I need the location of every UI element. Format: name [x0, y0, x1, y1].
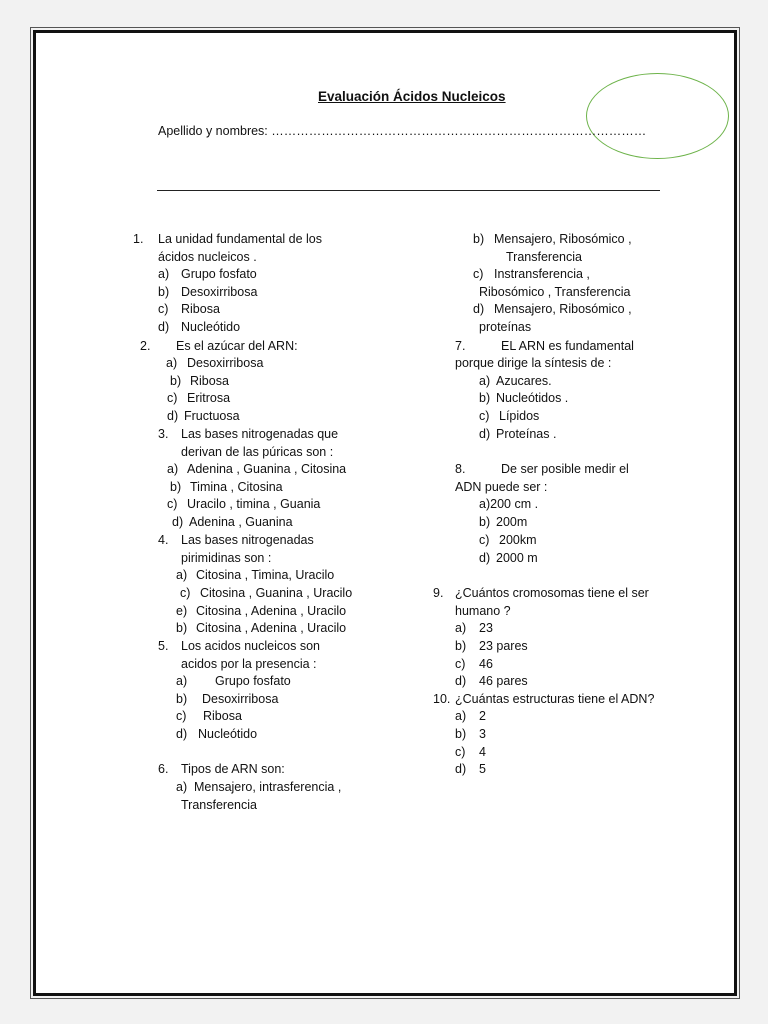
question-text-line: a)	[176, 568, 188, 582]
question-text-line: Tipos de ARN son:	[181, 762, 285, 776]
question-text-line: 9.	[433, 586, 444, 600]
question-text-line: d)	[176, 727, 188, 741]
question-text-line: Mensajero, Ribosómico ,	[494, 302, 632, 316]
question-text-line: a)	[166, 356, 178, 370]
question-text-line: a)	[455, 621, 467, 635]
page-title: Evaluación Ácidos Nucleicos	[318, 89, 506, 104]
question-text-line: Ribosa	[190, 374, 229, 388]
question-text-line: c)	[455, 657, 466, 671]
question-text-line: Transferencia	[506, 250, 582, 264]
question-text-line: b)	[158, 285, 170, 299]
question-text-line: a)	[158, 267, 170, 281]
question-text-line: Ribosa	[203, 709, 242, 723]
question-text-line: c)	[176, 709, 187, 723]
exam-page	[33, 30, 737, 996]
question-text-line: b)	[455, 639, 467, 653]
question-text-line: De ser posible medir el	[501, 462, 629, 476]
question-text-line: 46	[479, 657, 493, 671]
question-text-line: Citosina , Guanina , Uracilo	[200, 586, 353, 600]
question-text-line: a)	[176, 780, 188, 794]
question-text-line: a)	[167, 462, 179, 476]
question-text-line: La unidad fundamental de los	[158, 232, 323, 246]
question-text-line: 23 pares	[479, 639, 528, 653]
question-text-line: d)	[455, 762, 467, 776]
question-text-line: Mensajero, intrasferencia ,	[194, 780, 342, 794]
question-text-line: EL ARN es fundamental	[501, 339, 634, 353]
question-text-line: d)	[158, 320, 170, 334]
question-text-line: Mensajero, Ribosómico ,	[494, 232, 632, 246]
question-text-line: Uracilo , timina , Guania	[187, 497, 321, 511]
question-text-line: b)	[455, 727, 467, 741]
question-text-line: c)	[455, 745, 466, 759]
question-text-line: Es el azúcar del ARN:	[176, 339, 298, 353]
question-text-line: Nucleótido	[181, 320, 241, 334]
question-text-line: Citosina , Timina, Uracilo	[196, 568, 335, 582]
question-text-line: Grupo fosfato	[215, 674, 291, 688]
question-text-line: ¿Cuántas estructuras tiene el ADN?	[455, 692, 655, 706]
question-text-line: e)	[176, 604, 188, 618]
question-text-line: 46 pares	[479, 674, 528, 688]
question-text-line: Desoxirribosa	[202, 692, 279, 706]
question-text-line: a)	[455, 709, 467, 723]
question-text-line: 200m	[496, 515, 528, 529]
question-text-line: Proteínas .	[496, 427, 557, 441]
question-text-line: humano ?	[455, 604, 511, 618]
question-text-line: 4.	[158, 533, 169, 547]
question-text-line: Ribosómico , Transferencia	[479, 285, 631, 299]
question-text-line: Las bases nitrogenadas	[181, 533, 314, 547]
question-text-line: Ribosa	[181, 302, 220, 316]
question-text-line: c)	[479, 533, 490, 547]
question-text-line: a)	[479, 374, 491, 388]
question-text-line: ¿Cuántos cromosomas tiene el ser	[455, 586, 649, 600]
question-text-line: b)	[176, 692, 188, 706]
question-text-line: 1.	[133, 232, 144, 246]
question-text-line: Adenina , Guanina	[189, 515, 293, 529]
question-text-line: c)	[158, 302, 169, 316]
question-text-line: acidos por la presencia :	[181, 657, 317, 671]
divider-line	[157, 190, 660, 191]
question-text-line: Transferencia	[181, 798, 257, 812]
question-text-line: Instransferencia ,	[494, 267, 590, 281]
name-field-label: Apellido y nombres: ………………………………………………………………………………	[158, 124, 647, 138]
question-text-line: Nucleótidos .	[496, 391, 569, 405]
question-text-line: c)	[479, 409, 490, 423]
question-text-line: b)	[473, 232, 485, 246]
question-text-line: c)	[180, 586, 191, 600]
question-text-line: 3.	[158, 427, 169, 441]
question-text-line: d)	[479, 427, 491, 441]
question-text-line: c)	[167, 391, 178, 405]
question-text-line: derivan de las púricas son :	[181, 445, 334, 459]
question-text-line: proteínas	[479, 320, 532, 334]
question-text-line: Fructuosa	[184, 409, 240, 423]
question-text-line: porque dirige la síntesis de :	[455, 356, 612, 370]
question-text-line: 200km	[499, 533, 537, 547]
question-text-line: ácidos nucleicos .	[158, 250, 257, 264]
question-text-line: Timina , Citosina	[190, 480, 283, 494]
question-text-line: Citosina , Adenina , Uracilo	[196, 604, 347, 618]
grade-circle	[586, 73, 729, 159]
question-text-line: 10.	[433, 692, 451, 706]
question-text-line: 2000 m	[496, 551, 538, 565]
question-text-line: 4	[479, 745, 486, 759]
question-text-line: 3	[479, 727, 486, 741]
question-text-line: b)	[479, 391, 491, 405]
question-text-line: 6.	[158, 762, 169, 776]
question-text-line: d)	[167, 409, 179, 423]
question-text-line: Eritrosa	[187, 391, 231, 405]
question-text-line: Lípidos	[499, 409, 540, 423]
question-text-line: b)	[170, 374, 182, 388]
question-text-line: Citosina , Adenina , Uracilo	[196, 621, 347, 635]
question-text-line: b)	[170, 480, 182, 494]
question-text-line: d)	[473, 302, 485, 316]
question-text-line: b)	[176, 621, 188, 635]
question-text-line: Desoxirribosa	[187, 356, 264, 370]
question-text-line: c)	[473, 267, 484, 281]
question-text-line: d)	[455, 674, 467, 688]
question-text-line: 2	[479, 709, 486, 723]
question-text-line: d)	[172, 515, 184, 529]
question-text-line: a)200 cm .	[479, 497, 539, 511]
question-text-line: 7.	[455, 339, 466, 353]
question-text-line: 5	[479, 762, 486, 776]
question-text-line: Las bases nitrogenadas que	[181, 427, 339, 441]
question-text-line: Desoxirribosa	[181, 285, 258, 299]
question-text-line: a)	[176, 674, 188, 688]
question-text-line: 23	[479, 621, 493, 635]
question-text-line: d)	[479, 551, 491, 565]
question-text-line: 8.	[455, 462, 466, 476]
question-text-line: Grupo fosfato	[181, 267, 257, 281]
question-text-line: b)	[479, 515, 491, 529]
question-text-line: Los acidos nucleicos son	[181, 639, 320, 653]
question-text-line: Nucleótido	[198, 727, 258, 741]
question-text-line: Adenina , Guanina , Citosina	[187, 462, 347, 476]
question-text-line: c)	[167, 497, 178, 511]
question-text-line: pirimidinas son :	[181, 551, 272, 565]
question-text-line: 5.	[158, 639, 169, 653]
question-text-line: 2.	[140, 339, 151, 353]
question-text-line: ADN puede ser :	[455, 480, 548, 494]
question-text-line: Azucares.	[496, 374, 552, 388]
